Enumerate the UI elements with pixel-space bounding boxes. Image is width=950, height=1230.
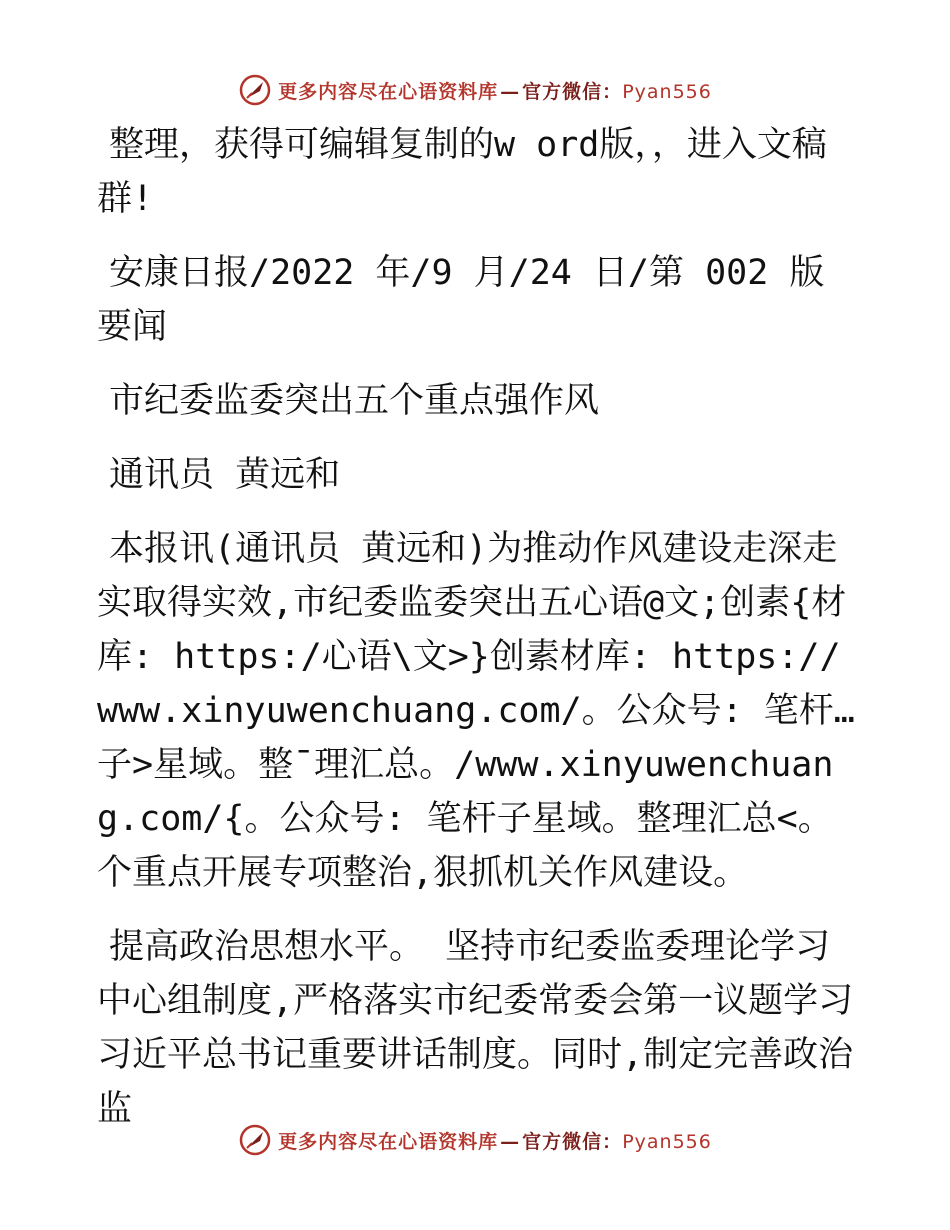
watermark-tail: 官方微信： <box>522 1130 623 1153</box>
intro-note: 整理，获得可编辑复制的w ord版，，进入文稿群! <box>97 125 827 219</box>
lead-paragraph: 本报讯(通讯员 黄远和)为推动作风建设走深走实取得实效,市纪委监委突出五心语@文;创素{材库: https:/心语\文>}创素材库: https://www.xinyuwenchuang.com/。公众号: 笔杆…子>星域。整¯理汇总。/www.xinyuwenchuang.com/{。公众号: 笔杆子星域。整理汇总<。个重点开展专项整治,狠抓机关作风建设。 <box>97 529 855 893</box>
watermark-lead: 更多内容尽在心语资料库 <box>278 80 499 103</box>
watermark-separator: — <box>500 80 521 103</box>
watermark-footer <box>0 1120 950 1160</box>
article-title: 市纪委监委突出五个重点强作风 <box>109 381 600 421</box>
watermark-text <box>278 1127 712 1154</box>
watermark-text <box>278 77 712 104</box>
quill-logo-icon <box>238 73 272 107</box>
source-line: 安康日报/2022 年/9 月/24 日/第 002 版要闻 <box>97 253 825 347</box>
watermark-separator: — <box>500 1130 521 1153</box>
watermark-lead: 更多内容尽在心语资料库 <box>278 1130 499 1153</box>
body-paragraph: 提高政治思想水平。 坚持市纪委监委理论学习中心组制度,严格落实市纪委常委会第一议题学习习近平总书记重要讲话制度。同时,制定完善政治监 <box>97 927 854 1129</box>
watermark-handle: Pyan556 <box>622 80 712 103</box>
watermark-handle: Pyan556 <box>622 1130 712 1153</box>
quill-logo-icon <box>238 1123 272 1157</box>
document-body <box>97 118 857 1156</box>
watermark-tail: 官方微信： <box>522 80 623 103</box>
watermark-header <box>0 70 950 110</box>
byline: 通讯员 黄远和 <box>109 455 341 495</box>
